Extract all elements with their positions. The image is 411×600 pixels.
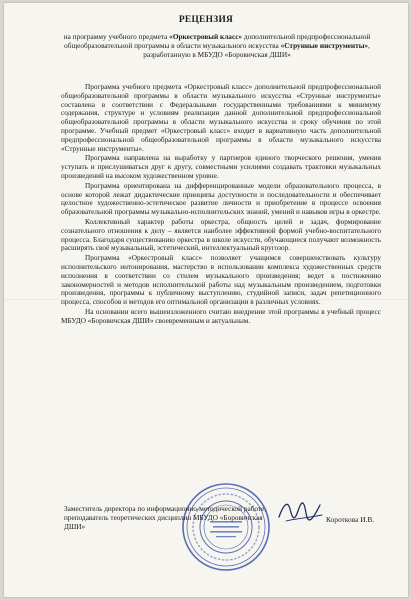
intro-text-1: на программу учебного предмета (63, 32, 170, 41)
paragraph-3: Программа ориентирована на дифференцированные модели образовательного процесса, в основе которой лежат дидактические принципы доступности и последовательности и обеспечивает целостное художественно-эстетическое развитие личности и приобретение в процессе освоения образовательной программы музыкально-исполнительских знаний, умений и навыков игры в оркестре. (61, 181, 381, 217)
review-body (61, 83, 381, 327)
document-page (4, 3, 408, 597)
paragraph-2: Программа направлена на выработку у партнеров единого творческого решения, умения уступать и прислушиваться друг к другу, совместными усилиями создавать трактовки музыкальных произведений на высоком художественном уровне. (61, 154, 381, 180)
subject-name: «Оркестровый класс» (169, 32, 243, 41)
paragraph-5: Программа «Оркестровый класс» позволяет учащимся совершенствовать культуру исполнительского интонирования, мастерство в использовании комплекса художественных средств исполнения в соответствии со стилем музыкального произведения; ведет к постижению закономерностей и методов исполнительской работы над музыкальным произведением, подготовки произведения, программы к публичному выступлению, студийной записи, задач репетиционного процесса, способов и методов его оптимальной организации в различных условиях. (61, 254, 381, 307)
signatory-position: Заместитель директора по информационно-методической работе, преподаватель теоретических дисциплин МБУДО «Боровичская ДШИ» (64, 505, 267, 531)
document-subtitle (62, 33, 372, 60)
document-title: РЕЦЕНЗИЯ (178, 15, 234, 25)
program-name: «Струнные инструменты» (280, 40, 369, 50)
intro-text-3: , разработанную в МБУДО «Боровичская ДШИ» (143, 40, 370, 59)
paragraph-4: Коллективный характер работы оркестра, общность целей и задач, формирование сознательного отношения к делу – является наиболее эффективной формой учебно-воспитательного процесса. Благодаря существованию оркестра в школе искусств, обучающиеся получают возможность расширять своё музыкальный, эстетический, интеллектуальный кругозор. (61, 217, 381, 253)
paragraph-1: Программа учебного предмета «Оркестровый класс» дополнительной предпрофессиональной общеобразовательной программы в области музыкального искусства «Струнные инструменты» составлена в соответствии с Федеральными государственными требованиями к минимуму содержания, структуре и условиям реализации данной дополнительной предпрофессиональной общеобразовательной программы в области музыкального искусства и сроку обучения по этой программе. Учебный предмет «Оркестровый класс» входит в вариативную часть дополнительной предпрофессиональной общеобразовательной программы в области музыкального искусства «Струнные инструменты». (61, 83, 381, 153)
intro-text-2: дополнительной предпрофессиональной общеобразовательной программы в области музыкального искусства (64, 32, 371, 50)
signatory-name: Короткова И.В. (326, 515, 375, 524)
paragraph-6: На основании всего вышеизложенного считаю внедрение этой программы в учебный процесс МБУДО «Боровичская ДШИ» своевременным и актуальным. (61, 307, 381, 325)
